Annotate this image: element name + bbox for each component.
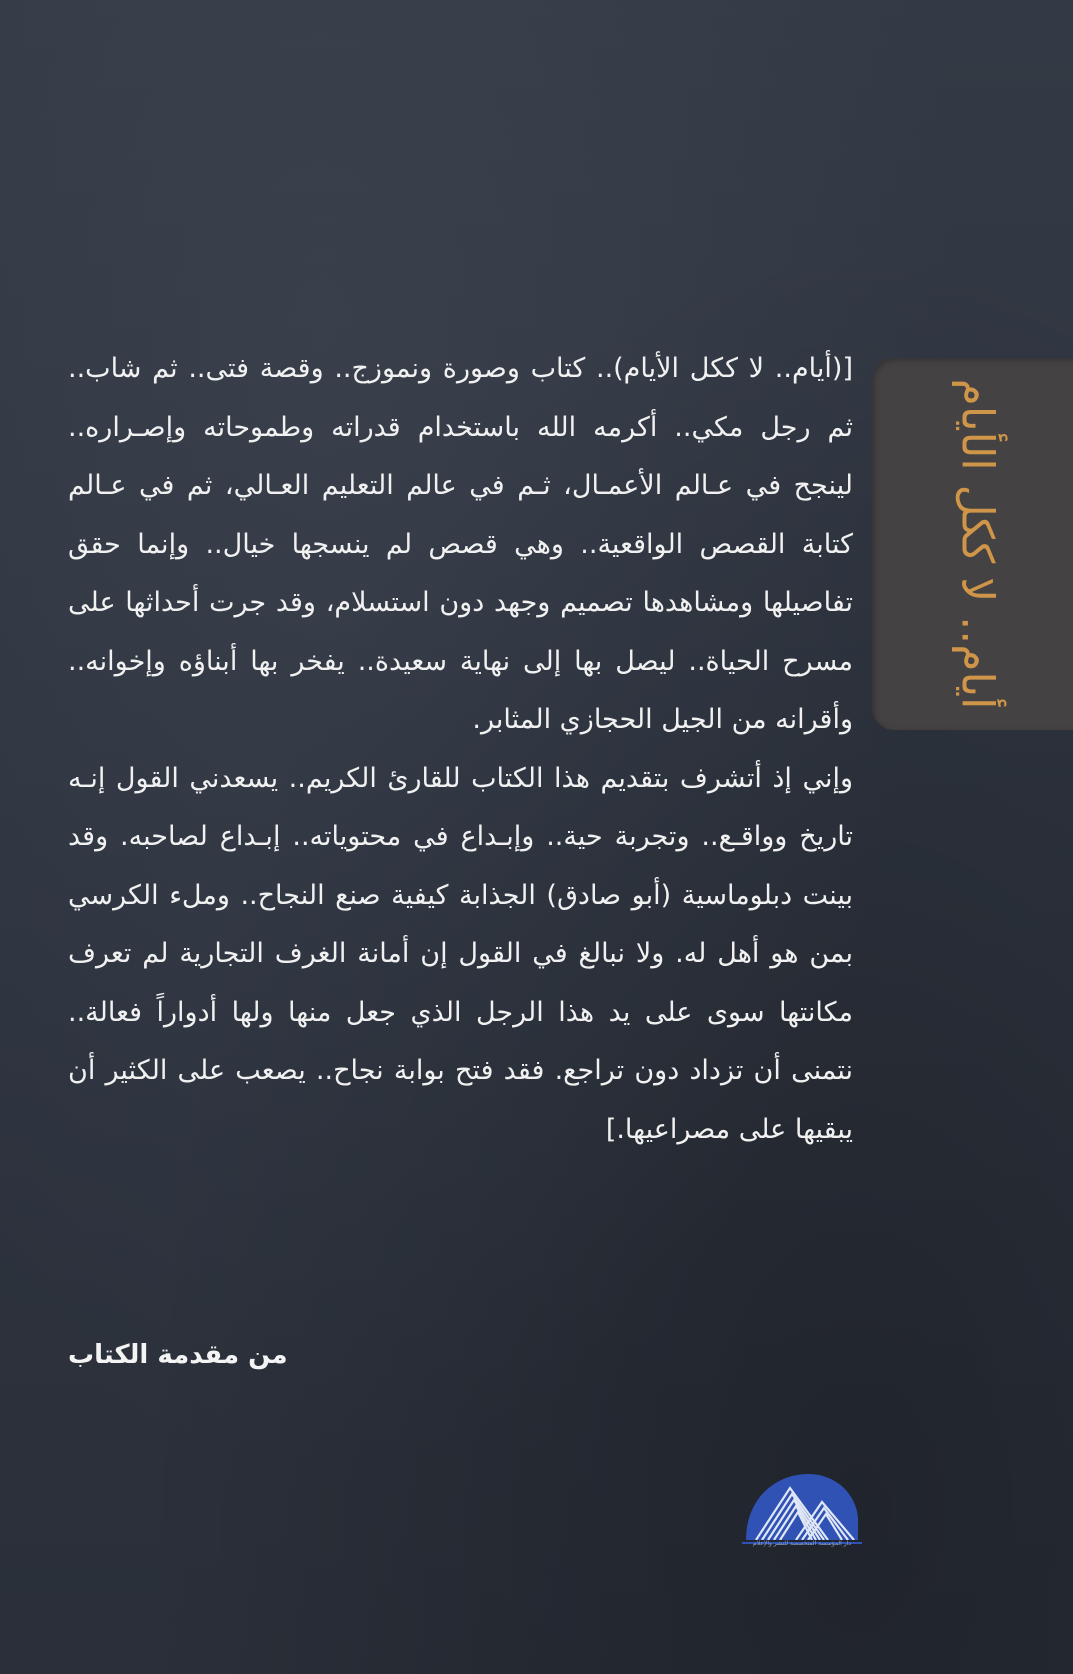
excerpt-text bbox=[68, 340, 853, 1159]
excerpt-paragraph-2: وإني إذ أتشرف بتقديم هذا الكتاب للقارئ الكريم.. يسعدني القول إنـه تاريخ وواقـع.. وتجربة حية.. وإبـداع في محتوياته.. إبـداع لصاحبه. وقد بينت دبلوماسية (أبو صادق) الجذابة كيفية صنع النجاح.. وملء الكرسي بمن هو أهل له. ولا نبالغ في القول إن أمانة الغرف التجارية لم تعرف مكانتها سوى على يد هذا الرجل الذي جعل منها ولها أدواراً فعالة.. نتمنى أن تزداد دون تراجع. فقد فتح بوابة نجاح.. يصعب على الكثير أن يبقيها على مصراعيها.] bbox=[68, 762, 853, 1145]
spine-title-tab bbox=[872, 358, 1073, 730]
excerpt-paragraph-1: [(أيام.. لا ككل الأيام).. كتاب وصورة ونموزج.. وقصة فتى.. ثم شاب.. ثم رجل مكي.. أكرمه الله باستخدام قدراته وطموحاته وإصـراره.. لينجح في عـالم الأعمـال، ثـم في عالم التعليم العـالي، ثم في عـالم كتابة القصص الواقعية.. وهي قصص لم ينسجها خيال.. وإنما حقق تفاصيلها ومشاهدها تصميم وجهد دون استسلام، وقد جرت أحداثها على مسرح الحياة.. ليصل بها إلى نهاية سعيدة.. يفخر بها أبناؤه وإخوانه.. وأقرانه من الجيل الحجازي المثابر. bbox=[68, 353, 853, 735]
excerpt-source: من مقدمة الكتاب bbox=[68, 1340, 288, 1370]
spine-title: أيام.. لا ككل الأيام bbox=[951, 378, 1003, 710]
publisher-name: دار المؤسسة المتخصصة للنشر والإعلام bbox=[753, 1540, 851, 1547]
